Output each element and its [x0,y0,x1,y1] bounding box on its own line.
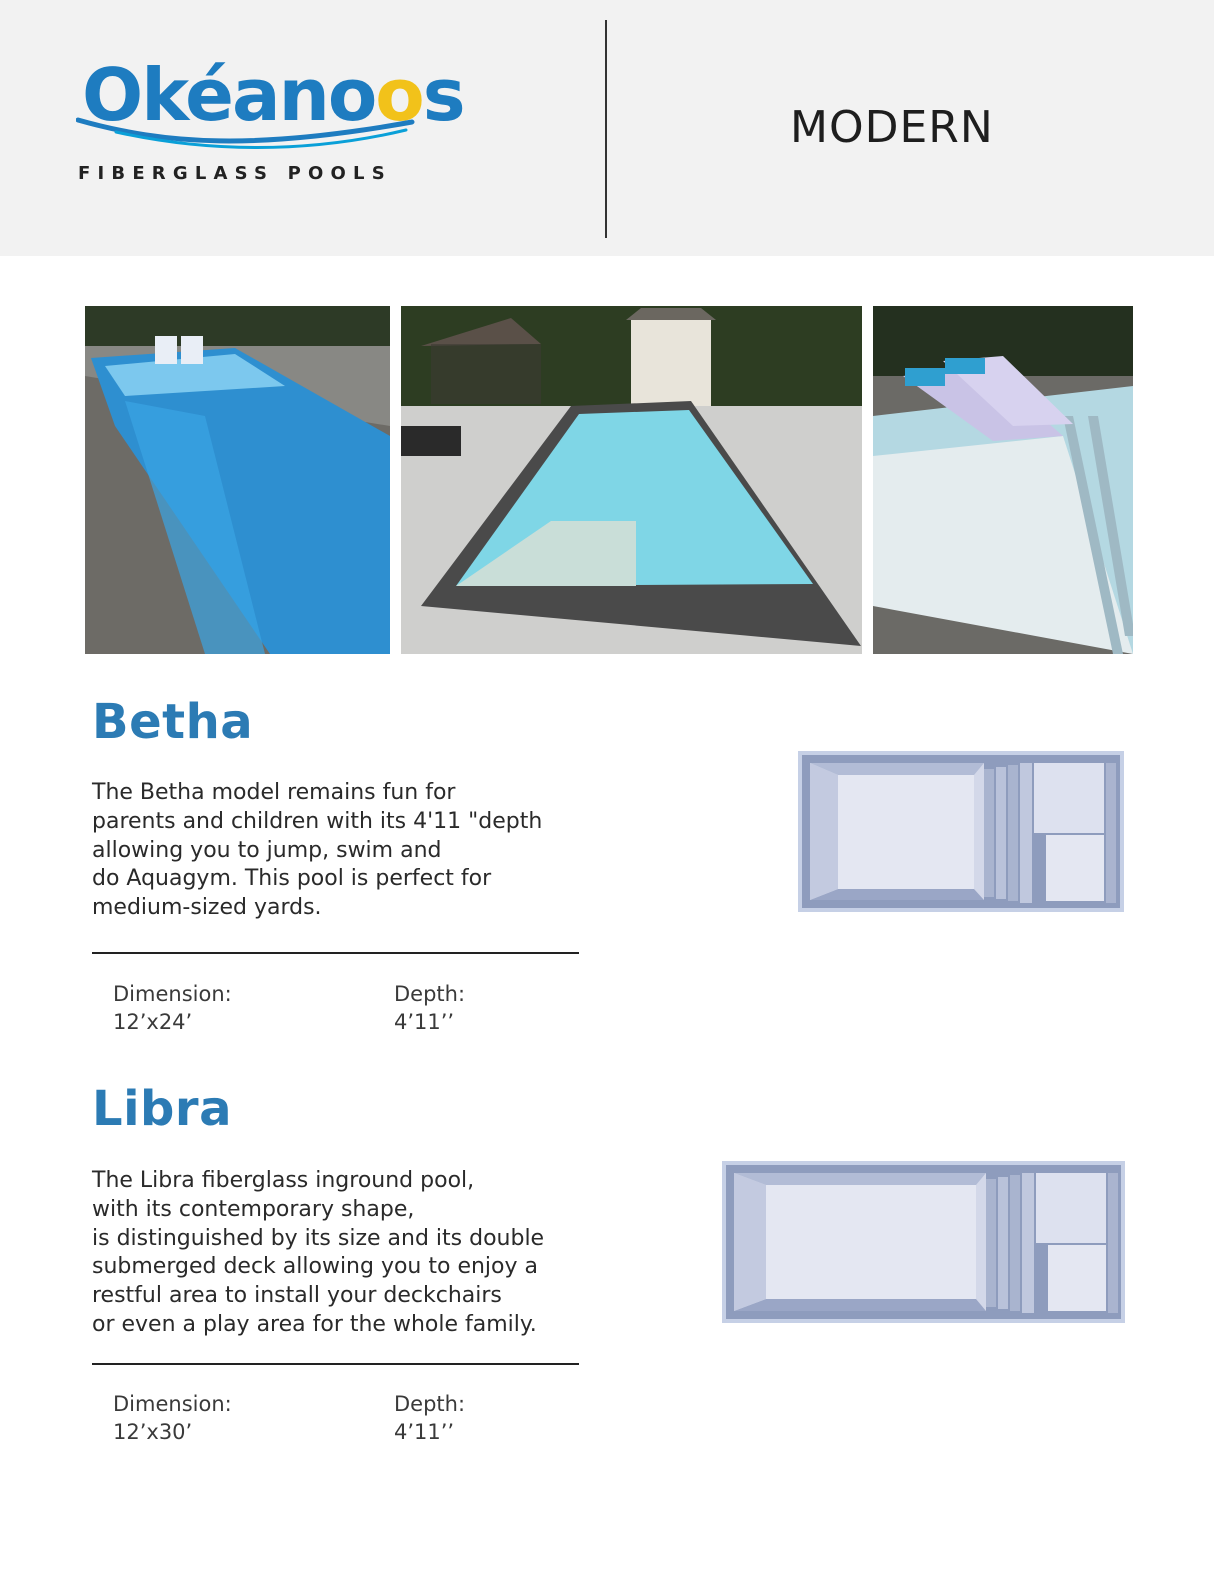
pool-deckchairs-photo [873,306,1133,654]
okeanos-logo [76,50,464,200]
page-header [0,0,1214,256]
model-description-libra: The Libra fiberglass inground pool, with its contemporary shape, is distinguished by its size and its double submerged deck allowing you to enjoy a restful area to install your deckchairs or even a play area for the whole family. [92,1168,545,1337]
dimension-spec-betha: Dimension: 12’x24’ [113,982,232,1034]
pool-with-gazebo-photo [401,306,862,654]
section-rule-libra [92,1363,579,1365]
model-title-libra: Libra [92,1081,232,1137]
category-title: MODERN [790,102,994,153]
depth-spec-betha: Depth: 4’11’’ [394,982,466,1034]
depth-spec-libra: Depth: 4’11’’ [394,1392,466,1444]
header-divider [605,20,607,238]
logo-tagline: FIBERGLASS POOLS [78,163,392,184]
logo-wordmark: Okéanoos [82,53,464,137]
pool-plan-betha [798,751,1124,916]
section-rule-betha [92,952,579,954]
pool-plan-libra [722,1161,1125,1327]
model-title-betha: Betha [92,694,254,750]
long-lap-pool-photo [85,306,390,654]
wave-swoosh-icon [76,50,421,160]
dimension-spec-libra: Dimension: 12’x30’ [113,1392,232,1444]
model-description-betha: The Betha model remains fun for parents and children with its 4'11 "depth allowing you to jump, swim and do Aquagym. This pool is perfect for medium-sized yards. [92,780,543,921]
